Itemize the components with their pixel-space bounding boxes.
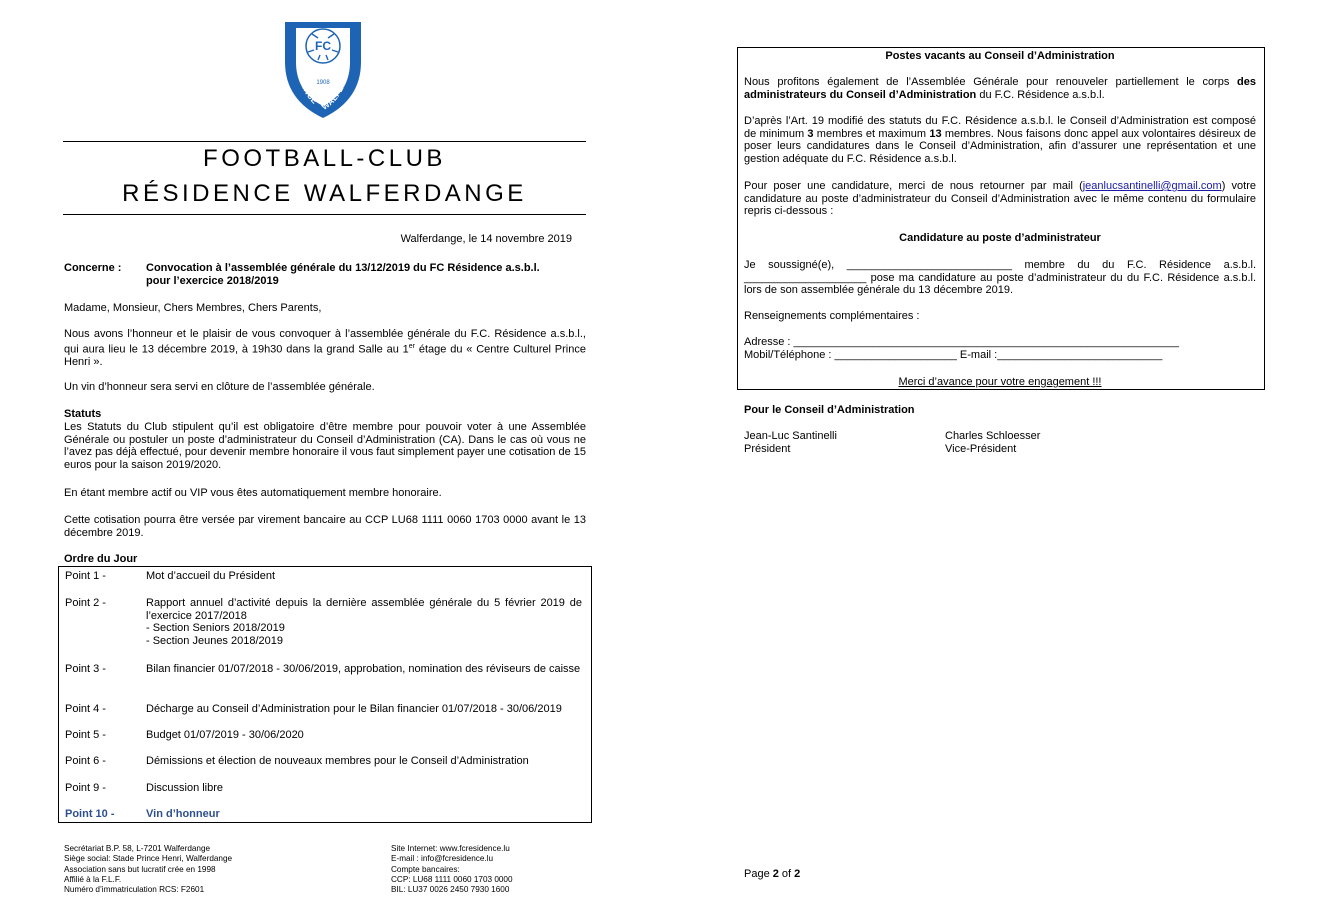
- date-line: Walferdange, le 14 novembre 2019: [400, 233, 572, 245]
- agenda-point-number: Point 10 -: [65, 808, 115, 820]
- agenda-point-text: Démissions et élection de nouveaux membres pour le Conseil d’Administration: [146, 755, 529, 767]
- signature-title: Vice-Président: [945, 443, 1017, 455]
- agenda-point-number: Point 1 -: [65, 570, 106, 582]
- renseignements-label: Renseignements complémentaires :: [744, 310, 920, 322]
- svg-text:WALFER: WALFER: [320, 79, 348, 112]
- club-name-line1: FOOTBALL-CLUB: [203, 145, 446, 172]
- signature-title: Président: [744, 443, 791, 455]
- membre-actif-note: En étant membre actif ou VIP vous êtes automatiquement membre honoraire.: [64, 487, 442, 499]
- agenda-point-text: Vin d’honneur: [146, 808, 220, 820]
- agenda-point-text: Bilan financier 01/07/2018 - 30/06/2019, approbation, nomination des réviseurs de caisse: [146, 663, 581, 675]
- header-top-rule: [63, 141, 586, 142]
- svg-text:RÉSIDENCE: RÉSIDENCE: [293, 57, 320, 106]
- footer-line: Site Internet: www.fcresidence.lu: [391, 844, 510, 853]
- header-bottom-rule: [63, 214, 586, 215]
- intro-paragraph: Nous avons l’honneur et le plaisir de vous convoquer à l’assemblée générale du F.C. Résidence a.s.b.l., qui aura lieu le 13 décembre 2019, à 19h30 dans la grand Salle au 1er étage du « Centre Culturel Prince Henri ».: [64, 328, 586, 368]
- svg-text:FC: FC: [315, 39, 331, 53]
- agenda-point-text: Décharge au Conseil d’Administration pour le Bilan financier 01/07/2018 - 30/06/2019: [146, 703, 562, 715]
- postes-title: Postes vacants au Conseil d’Administration: [885, 50, 1115, 62]
- agenda-point-number: Point 9 -: [65, 782, 106, 794]
- footer-line: Numéro d’immatriculation RCS: F2601: [64, 885, 205, 895]
- svg-text:1908: 1908: [316, 80, 330, 86]
- agenda-point-text: Mot d’accueil du Président: [146, 570, 276, 582]
- footer-line: Siège social: Stade Prince Henri, Walferdange: [64, 854, 233, 864]
- signature-vice-president: [945, 430, 1040, 456]
- postes-paragraph-1: Nous profitons également de l’Assemblée Générale pour renouveler partiellement le corps des administrateurs du Conseil d’Administration du F.C. Résidence a.s.b.l.: [744, 76, 1256, 101]
- footer-line: Affilié à la F.L.F.: [64, 874, 122, 884]
- agenda-point-text: Discussion libre: [146, 782, 224, 794]
- footer-left: [64, 844, 232, 895]
- agenda-point-number: Point 4 -: [65, 703, 106, 715]
- club-logo: [282, 18, 364, 120]
- agenda-box: [58, 566, 592, 823]
- vin-honneur-note: Un vin d’honneur sera servi en clôture de l’assemblée générale.: [64, 381, 375, 393]
- statuts-heading: Statuts: [64, 408, 102, 420]
- club-name-line2: RÉSIDENCE WALFERDANGE: [122, 180, 527, 207]
- agenda-title: Ordre du Jour: [64, 553, 138, 565]
- postes-vacants-box: [737, 47, 1265, 390]
- agenda-point-text: Rapport annuel d’activité depuis la dernière assemblée générale du 5 février 2019 de l’exercice 2017/2018 - Section Seniors 2018/2019 - Section Jeunes 2018/2019: [146, 597, 582, 647]
- postes-paragraph-2: D’après l’Art. 19 modifié des statuts du F.C. Résidence a.s.b.l. le Conseil d’Administration est composé de minimum 3 membres et maximum 13 membres. Nous faisons donc appel aux volontaires désireux de poser leurs candidatures dans le Conseil d’Administration, afin d’assurer une représentation et une gestion adéquate du F.C. Résidence a.s.b.l.: [744, 115, 1256, 165]
- salutation: Madame, Monsieur, Chers Membres, Chers Parents,: [64, 302, 322, 314]
- footer-line: BIL: LU37 0026 2450 7930 1600: [391, 885, 510, 895]
- subject-label: Concerne :: [64, 262, 122, 274]
- signature-name: Charles Schloesser: [945, 430, 1041, 442]
- adresse-field: Adresse : _______________________________________________________________: [744, 336, 1179, 348]
- agenda-point-number: Point 3 -: [65, 663, 106, 675]
- candidature-form-text: Je soussigné(e), ___________________________ membre du du F.C. Résidence a.s.b.l. ____________________ pose ma candidature au poste d’administrateur du du F.C. Résidence a.s.b.l. lors de son assemblée générale du 13 décembre 2019.: [744, 259, 1256, 296]
- merci-note: Merci d’avance pour votre engagement !!!: [898, 376, 1102, 388]
- agenda-point-number: Point 5 -: [65, 729, 106, 741]
- postes-paragraph-3: Pour poser une candidature, merci de nous retourner par mail (jeanlucsantinelli@gmail.com) votre candidature au poste d’administrateur du Conseil d’Administration avec le même contenu du formulaire repris ci-dessous :: [744, 180, 1256, 217]
- signature-president: [744, 430, 837, 456]
- signature-name: Jean-Luc Santinelli: [744, 430, 837, 442]
- agenda-point-number: Point 2 -: [65, 597, 106, 609]
- page-number: Page 2 of 2: [744, 868, 801, 880]
- subject-line1: Convocation à l’assemblée générale du 13/12/2019 du FC Résidence a.s.b.l.: [146, 262, 540, 274]
- footer-line: Secrétariat B.P. 58, L-7201 Walferdange: [64, 844, 211, 853]
- footer-line: E-mail : info@fcresidence.lu: [391, 854, 494, 864]
- statuts-paragraph: Les Statuts du Club stipulent qu’il est obligatoire d’être membre pour pouvoir voter à une Assemblée Générale ou postuler un poste d’administrateur du Conseil d’Administration (CA). Dans le cas où vous ne l’avez pas déjà effectué, pour devenir membre honoraire il vous faut simplement payer une cotisation de 15 euros pour la saison 2019/2020.: [64, 421, 586, 471]
- email-link[interactable]: jeanlucsantinelli@gmail.com: [1082, 180, 1222, 192]
- mobil-email-field: Mobil/Téléphone : ____________________ E-mail :___________________________: [744, 349, 1163, 361]
- agenda-point-number: Point 6 -: [65, 755, 106, 767]
- agenda-point-text: Budget 01/07/2019 - 30/06/2020: [146, 729, 304, 741]
- footer-right: [391, 844, 513, 895]
- cotisation-paragraph: Cette cotisation pourra être versée par virement bancaire au CCP LU68 1111 0060 1703 0000 avant le 13 décembre 2019.: [64, 514, 586, 539]
- footer-line: CCP: LU68 1111 0060 1703 0000: [391, 874, 513, 884]
- signature-heading: Pour le Conseil d’Administration: [744, 404, 915, 416]
- subject-line2: pour l’exercice 2018/2019: [146, 275, 279, 287]
- candidature-form-title: Candidature au poste d’administrateur: [899, 232, 1101, 244]
- footer-line: Association sans but lucratif crée en 1998: [64, 864, 216, 874]
- footer-line: Compte bancaires:: [391, 864, 460, 874]
